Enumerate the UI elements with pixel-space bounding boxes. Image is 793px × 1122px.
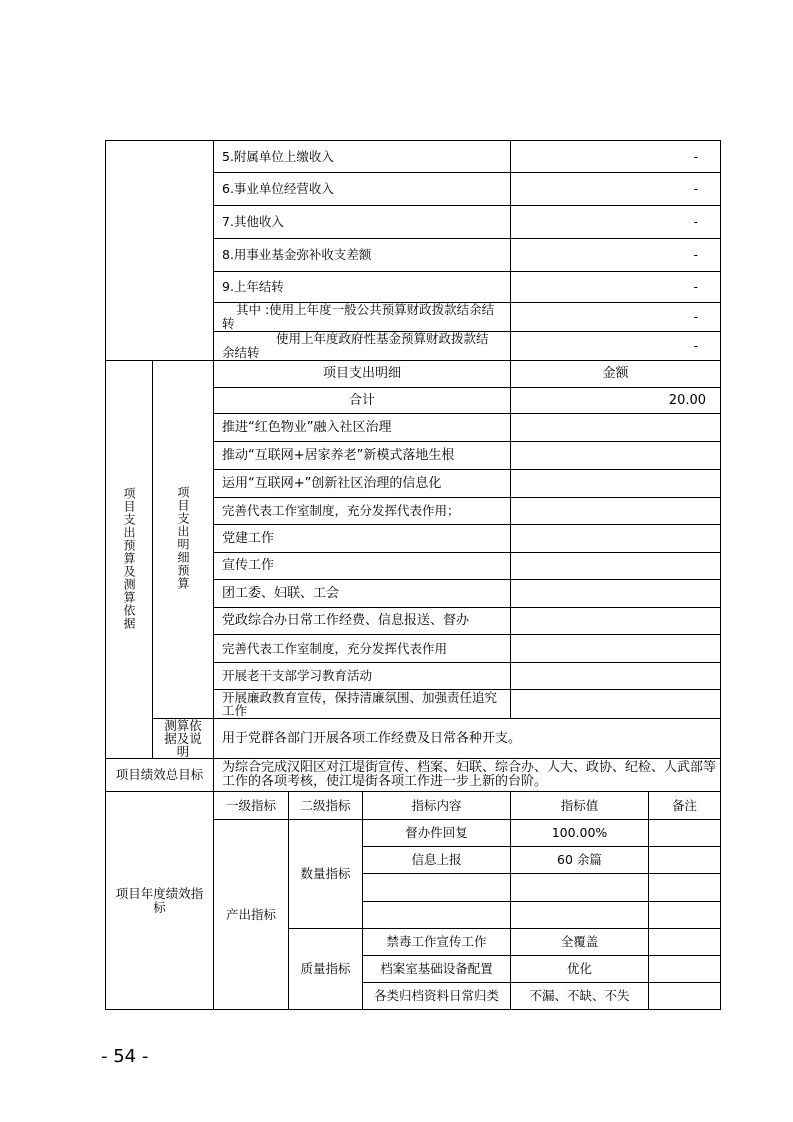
expense-item-amount [511, 553, 721, 580]
basis-text: 用于党群各部门开展各项工作经费及日常各种开支。 [214, 719, 721, 759]
expense-item-name: 完善代表工作室制度，充分发挥代表作用； [214, 498, 511, 525]
indicator-content: 禁毒工作宣传工作 [363, 929, 511, 956]
income-label: 其中 :使用上年度一般公共预算财政拨款结余结 转 [214, 303, 511, 332]
indicator-note [649, 956, 721, 983]
expense-item-amount [511, 442, 721, 470]
indicator-content [363, 902, 511, 929]
income-value: - [511, 141, 721, 173]
income-value: - [511, 303, 721, 332]
expense-item-name: 开展廉政教育宣传，保持清廉氛围、加强责任追究 工作 [214, 690, 511, 719]
indicator-note [649, 983, 721, 1010]
expense-item-name: 党政综合办日常工作经费、信息报送、督办 [214, 608, 511, 635]
expense-item-name: 团工委、妇联、工会 [214, 580, 511, 608]
indicator-header-row [106, 792, 721, 820]
income-label: 9.上年结转 [214, 272, 511, 303]
indicator-content [363, 874, 511, 902]
income-label: 6.事业单位经营收入 [214, 173, 511, 206]
indicator-header-value: 指标值 [511, 792, 649, 820]
expense-item-name: 推动“互联网+居家养老”新模式落地生根 [214, 442, 511, 470]
indicator-header-content: 指标内容 [363, 792, 511, 820]
indicator-header-level1: 一级指标 [214, 792, 289, 820]
indicator-value: 60 余篇 [511, 847, 649, 874]
indicator-value [511, 902, 649, 929]
expense-item-amount [511, 690, 721, 719]
income-label: 8.用事业基金弥补收支差额 [214, 239, 511, 272]
income-row [106, 141, 721, 173]
income-value: - [511, 332, 721, 361]
basis-label: 测算依 据及说 明 [153, 719, 214, 759]
goal-text: 为综合完成汉阳区对江堤街宣传、档案、妇联、综合办、人大、政协、纪检、人武部等 工作的各项考核，使江堤街各项工作进一步上新的台阶。 [214, 759, 721, 792]
indicator-header-note: 备注 [649, 792, 721, 820]
expense-item-name: 党建工作 [214, 525, 511, 553]
expense-item-name: 运用“互联网+”创新社区治理的信息化 [214, 470, 511, 498]
indicator-content: 档案室基础设备配置 [363, 956, 511, 983]
page-number: - 54 - [101, 1046, 149, 1067]
indicator-note [649, 902, 721, 929]
expense-item-name: 完善代表工作室制度，充分发挥代表作用 [214, 635, 511, 663]
expense-section-label: 项目支出预算及测算依据 [122, 486, 136, 630]
expense-item-name: 宣传工作 [214, 553, 511, 580]
expense-item-name: 开展老干支部学习教育活动 [214, 663, 511, 690]
expense-header-row [106, 361, 721, 388]
indicator-level2-quantity: 数量指标 [289, 820, 363, 929]
indicator-value: 全覆盖 [511, 929, 649, 956]
indicator-value: 不漏、不缺、不失 [511, 983, 649, 1010]
indicator-level2-quality: 质量指标 [289, 929, 363, 1010]
indicator-value: 100.00% [511, 820, 649, 847]
goal-row [106, 759, 721, 792]
income-label: 5.附属单位上缴收入 [214, 141, 511, 173]
expense-item-amount [511, 414, 721, 442]
indicator-note [649, 820, 721, 847]
indicator-content: 督办件回复 [363, 820, 511, 847]
basis-row [106, 719, 721, 759]
income-value: - [511, 173, 721, 206]
income-value: - [511, 272, 721, 303]
income-label: 7.其他收入 [214, 206, 511, 239]
expense-item-amount [511, 635, 721, 663]
indicator-header-level2: 二级指标 [289, 792, 363, 820]
indicator-note [649, 929, 721, 956]
indicator-note [649, 874, 721, 902]
indicator-value: 优化 [511, 956, 649, 983]
goal-label: 项目绩效总目标 [106, 759, 214, 792]
expense-section-cell [106, 361, 153, 759]
expense-item-amount [511, 608, 721, 635]
expense-detail-label: 项目支出明细预算 [176, 486, 190, 590]
expense-header-amount: 金额 [511, 361, 721, 388]
indicator-note [649, 847, 721, 874]
income-value: - [511, 206, 721, 239]
indicator-content: 各类归档资料日常归类 [363, 983, 511, 1010]
blank-merged-cell [106, 141, 214, 361]
expense-total-amount: 20.00 [511, 388, 721, 414]
expense-item-amount [511, 470, 721, 498]
expense-item-amount [511, 663, 721, 690]
expense-header-item: 项目支出明细 [214, 361, 511, 388]
indicator-section-label: 项目年度绩效指 标 [106, 792, 214, 1010]
indicator-value [511, 874, 649, 902]
budget-table [105, 140, 721, 1010]
expense-item-amount [511, 525, 721, 553]
expense-item-amount [511, 498, 721, 525]
expense-total-label: 合计 [214, 388, 511, 414]
income-label: 使用上年度政府性基金预算财政拨款结 余结转 [214, 332, 511, 361]
indicator-content: 信息上报 [363, 847, 511, 874]
income-value: - [511, 239, 721, 272]
expense-detail-cell [153, 361, 214, 719]
expense-item-amount [511, 580, 721, 608]
indicator-level1: 产出指标 [214, 820, 289, 1010]
expense-item-name: 推进“红色物业”融入社区治理 [214, 414, 511, 442]
